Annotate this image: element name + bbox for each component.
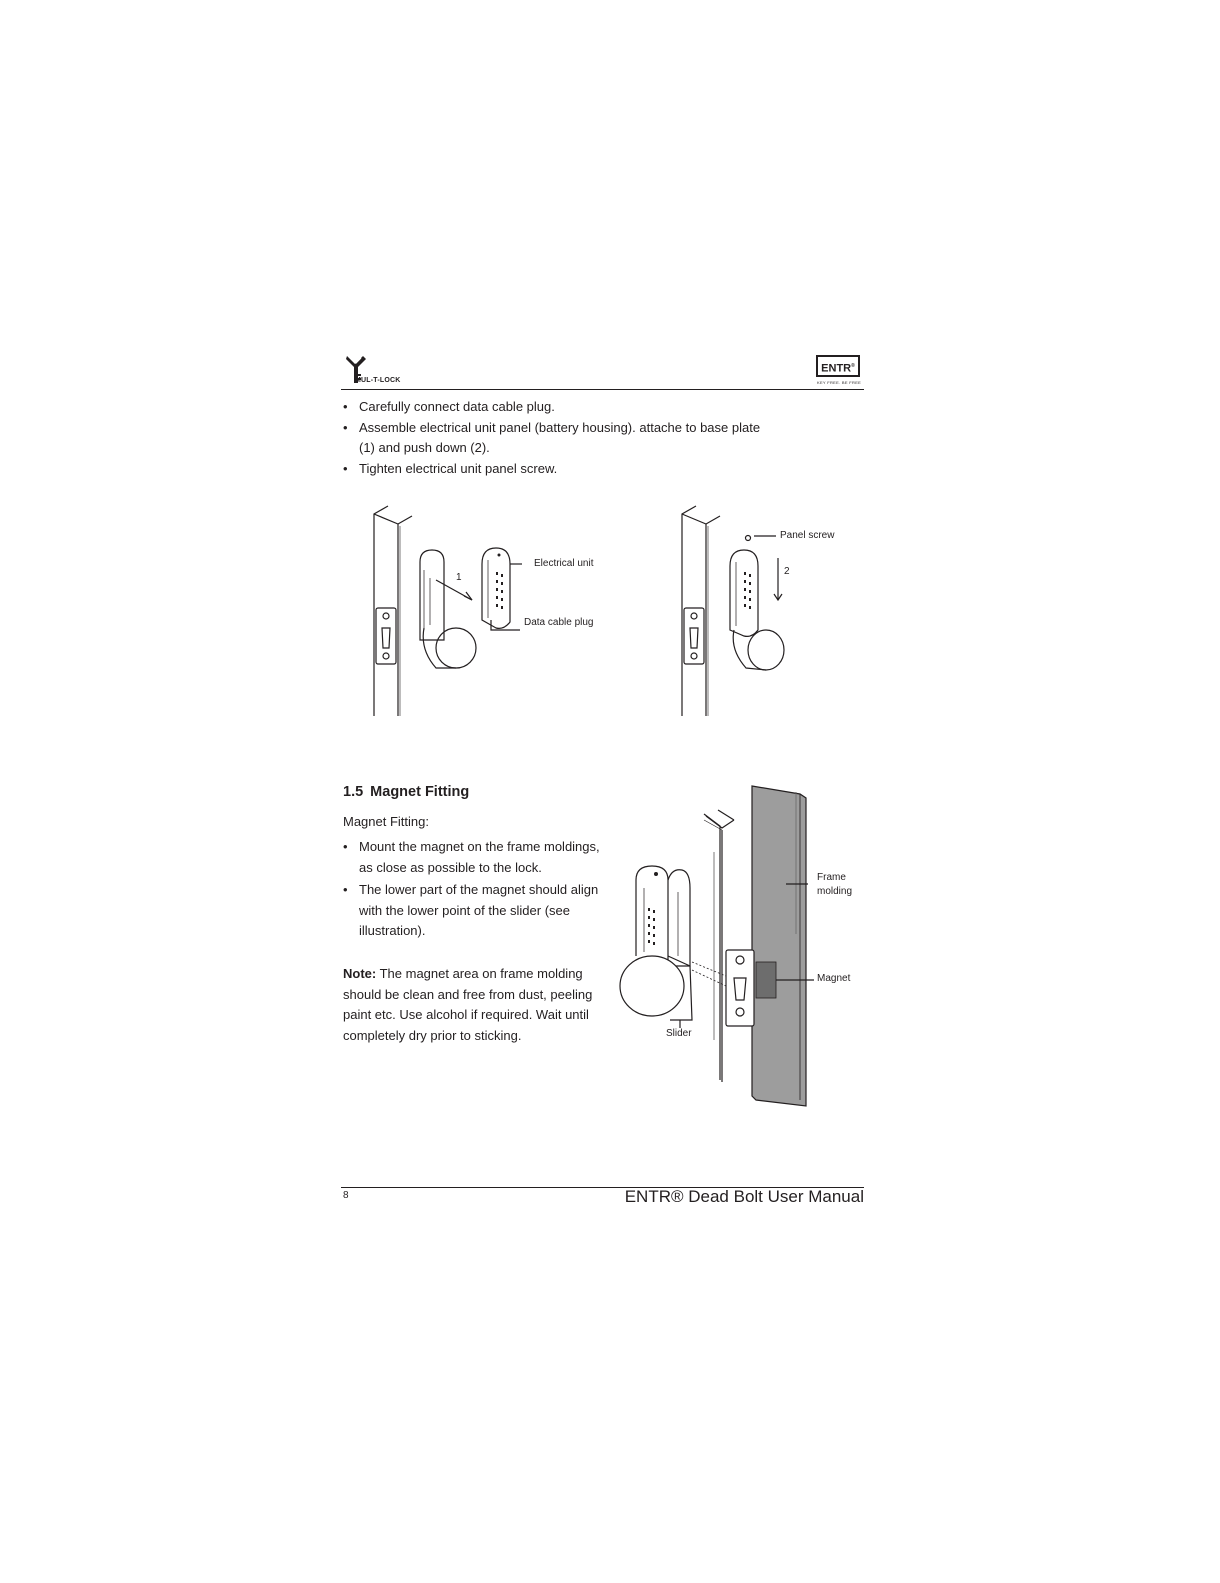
header-rule xyxy=(341,389,864,390)
entr-logo xyxy=(816,355,864,387)
entr-logo-box xyxy=(816,355,860,377)
note-label: Note: xyxy=(343,966,377,981)
list-item: • The lower part of the magnet should align with the lower point of the slider (see illustration). xyxy=(343,880,613,942)
list-item: • Carefully connect data cable plug. xyxy=(343,397,763,418)
list-item: • Assemble electrical unit panel (battery housing). attache to base plate (1) and push down (2). xyxy=(343,418,763,459)
logo-left-text: MUL-T-LOCK xyxy=(355,377,401,384)
figure-assemble-electrical-unit xyxy=(360,500,620,720)
list-item: • Tighten electrical unit panel screw. xyxy=(343,459,763,480)
label-frame-molding-line2: molding xyxy=(817,886,853,897)
entr-logo-text: ENTR xyxy=(821,362,852,375)
label-magnet: Magnet xyxy=(817,973,851,984)
section-lead: Magnet Fitting: xyxy=(343,814,429,829)
label-slider: Slider xyxy=(666,1028,692,1039)
label-electrical-unit: Electrical unit xyxy=(534,558,594,569)
label-step-1: 1 xyxy=(456,572,462,583)
section-heading xyxy=(343,784,469,800)
note-text: The magnet area on frame molding should be clean and free from dust, peeling paint etc. Use alcohol if required. Wait until completely dry prior to sticking. xyxy=(343,966,593,1043)
section-title: Magnet Fitting xyxy=(370,784,470,800)
section-number: 1.5 xyxy=(343,784,364,800)
page-number: 8 xyxy=(343,1190,349,1201)
label-frame-molding-line1: Frame xyxy=(817,872,846,883)
label-data-cable-plug: Data cable plug xyxy=(524,617,594,628)
entr-logo-mark: ® xyxy=(851,363,855,369)
entr-logo-tagline: KEY FREE. BE FREE xyxy=(817,380,862,385)
note-paragraph xyxy=(343,964,608,1046)
label-panel-screw: Panel screw xyxy=(780,530,835,541)
footer-title: ENTR® Dead Bolt User Manual xyxy=(624,1187,864,1206)
intro-bullet-list xyxy=(343,397,763,479)
mul-t-lock-logo xyxy=(341,354,423,388)
figure-magnet-fitting xyxy=(610,780,870,1110)
magnet-bullet-list xyxy=(343,837,613,944)
figure-tighten-panel-screw xyxy=(668,500,868,720)
list-item: • Mount the magnet on the frame moldings, as close as possible to the lock. xyxy=(343,837,613,878)
label-step-2: 2 xyxy=(784,566,790,577)
